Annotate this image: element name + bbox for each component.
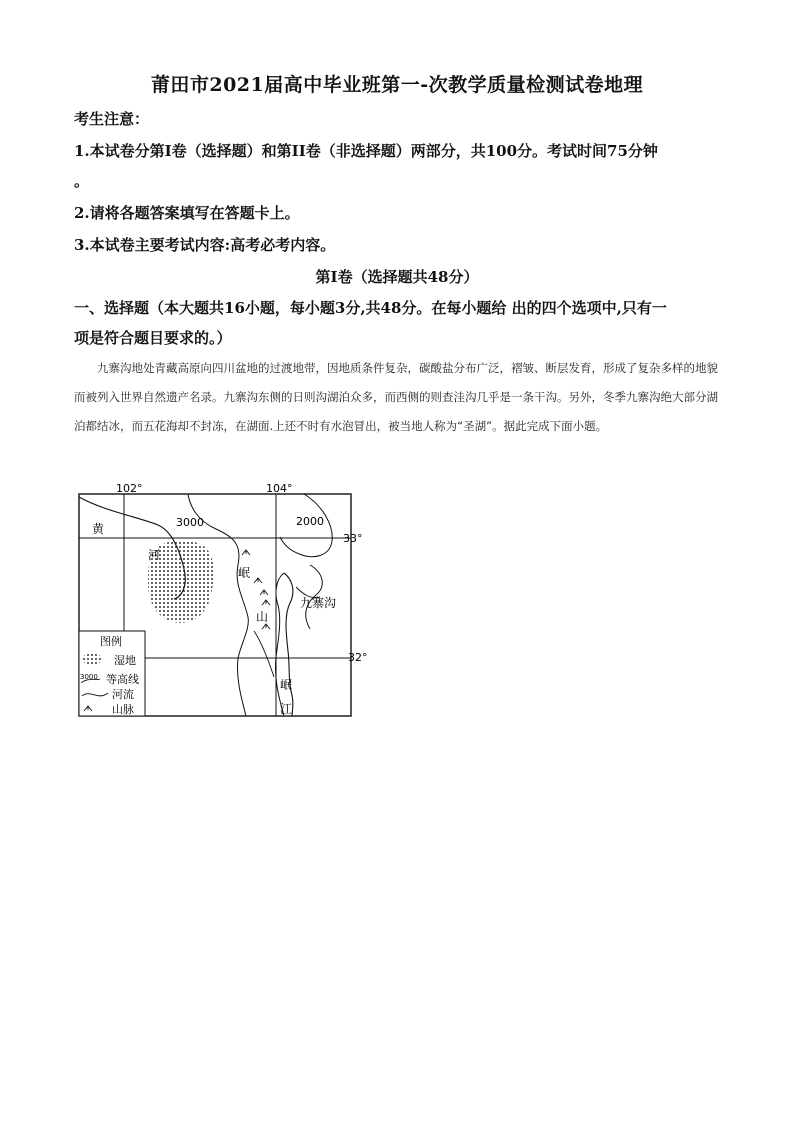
- legend-contour-sample: 3000: [80, 673, 98, 681]
- legend-wetland-swatch: [83, 652, 101, 666]
- label-he: 河: [148, 548, 161, 562]
- mountain-symbol: [260, 590, 268, 595]
- map-figure: [78, 481, 368, 719]
- label-huang: 黄: [92, 522, 105, 536]
- legend-river-label: 河流: [112, 688, 134, 701]
- mountain-symbol: [242, 550, 250, 555]
- mountain-symbol: [262, 624, 270, 629]
- label-min-river-2: 江: [280, 702, 293, 716]
- mountain-symbol: [262, 600, 270, 605]
- section-intro-line-1: 一、选择题（本大题共16小题，每小题3分,共48分。在每小题给 出的四个选项中,只有一: [74, 299, 667, 317]
- legend-contour-label: 等高线: [106, 673, 139, 686]
- lat-label-33: 33°: [343, 532, 363, 545]
- notice-item-3: 3.本试卷主要考试内容:高考必考内容。: [74, 236, 336, 254]
- label-jiuzhaigou: 九寨沟: [300, 596, 337, 610]
- label-min-river-1: 岷: [280, 678, 293, 692]
- page-title: 莆田市2021届高中毕业班第一-次教学质量检测试卷地理: [150, 74, 644, 96]
- lon-label-104: 104°: [266, 482, 293, 495]
- notice-item-1: 1.本试卷分第Ⅰ卷（选择题）和第II卷（非选择题）两部分，共100分。考试时间75分钟: [74, 142, 658, 160]
- contour-label-2000: 2000: [296, 515, 324, 528]
- lat-label-32: 32°: [348, 651, 368, 664]
- reading-passage: 九寨沟地处青藏高原向四川盆地的过渡地带，因地质条件复杂，碳酸盐分布广泛，褶皱、断层发育，形成了复杂多样的地貌而被列入世界自然遗产名录。九寨沟东侧的日则沟湖泊众多，而西侧的则查洼沟几乎是一条干沟。另外，冬季九寨沟绝大部分湖泊都结冰，而五花海却不封冻，在湖面.上还不时有水泡冒出，被当地人称为“圣湖”。据此完成下面小题。: [74, 361, 718, 433]
- jiuzhaigou-map: [78, 481, 368, 719]
- notice-heading: 考生注意：: [74, 110, 150, 128]
- legend-title: 图例: [100, 635, 122, 648]
- min-river: [284, 573, 293, 716]
- min-river-bank: [275, 573, 284, 716]
- label-min-mountain-1: 岷: [238, 566, 251, 580]
- contour-label-3000: 3000: [176, 516, 204, 529]
- mountain-symbol: [254, 578, 262, 583]
- lon-label-102: 102°: [116, 482, 143, 495]
- section-intro-line-2: 项是符合题目要求的。）: [74, 329, 232, 347]
- tributary: [254, 631, 274, 677]
- section-title: 第Ⅰ卷（选择题共48分）: [315, 268, 479, 286]
- legend-mountain-label: 山脉: [112, 703, 134, 716]
- notice-item-2: 2.请将各题答案填写在答题卡上。: [74, 204, 300, 222]
- notice-item-1-tail: 。: [74, 172, 90, 190]
- legend-wetland-label: 湿地: [114, 654, 136, 667]
- label-min-mountain-2: 山: [256, 610, 269, 624]
